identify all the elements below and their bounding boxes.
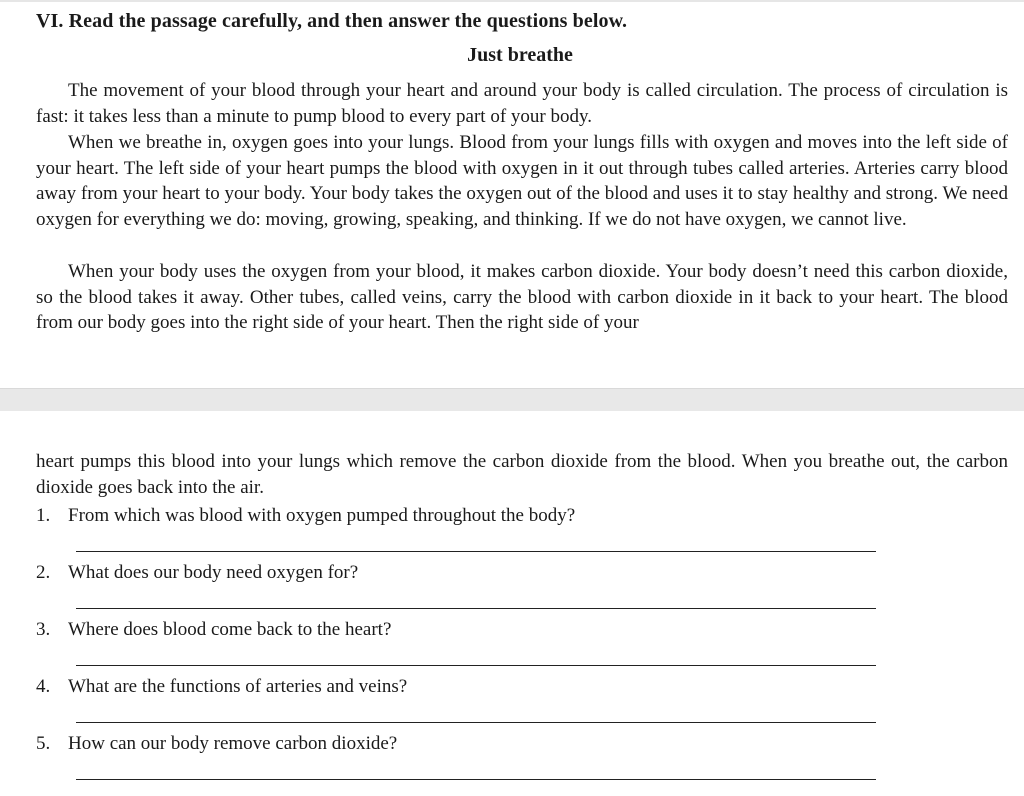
answer-line-3[interactable] [76, 665, 876, 666]
question-text: What does our body need oxygen for? [68, 562, 359, 583]
question-number: 5. [36, 733, 51, 754]
question-number: 2. [36, 562, 51, 583]
passage-paragraph-3: When your body uses the oxygen from your blood, it makes carbon dioxide. Your body doesn’t need this carbon dioxide, so the blood takes it away. Other tubes, called veins, carry the blood with carbon dioxide in it back to your heart. The blood from our body goes into the right side of your heart. Then the right side of your [36, 261, 1008, 333]
question-5 [36, 731, 397, 756]
question-text: From which was blood with oxygen pumped throughout the body? [68, 505, 576, 526]
answer-line-2[interactable] [76, 608, 876, 609]
question-text: How can our body remove carbon dioxide? [68, 733, 398, 754]
question-number: 4. [36, 676, 51, 697]
passage-title: Just breathe [467, 44, 573, 66]
page-break-gap [0, 388, 1024, 412]
question-1 [36, 503, 575, 528]
section-heading: VI. Read the passage carefully, and then answer the questions below. [36, 10, 628, 32]
passage-paragraph-3-continued: heart pumps this blood into your lungs which remove the carbon dioxide from the blood. When you breathe out, the carbon dioxide goes back into the air. [36, 451, 1008, 498]
question-2 [36, 560, 358, 585]
passage-paragraph-2: When we breathe in, oxygen goes into your lungs. Blood from your lungs fills with oxygen and moves into the left side of your heart. The left side of your heart pumps the blood with oxygen in it out through tubes called arteries. Arteries carry blood away from your heart to your body. Your body takes the oxygen out of the blood and uses it to stay healthy and strong. We need oxygen for everything we do: moving, growing, speaking, and thinking. If we do not have oxygen, we cannot live. [36, 132, 1008, 230]
answer-line-1[interactable] [76, 551, 876, 552]
question-number: 3. [36, 619, 51, 640]
answer-line-5[interactable] [76, 779, 876, 780]
answer-line-4[interactable] [76, 722, 876, 723]
question-text: What are the functions of arteries and veins? [68, 676, 408, 697]
question-number: 1. [36, 505, 51, 526]
passage-paragraph-1: The movement of your blood through your heart and around your body is called circulation. The process of circulation is fast: it takes less than a minute to pump blood to every part of your body. [36, 80, 1008, 127]
question-4 [36, 674, 407, 699]
question-3 [36, 617, 391, 642]
question-text: Where does blood come back to the heart? [68, 619, 392, 640]
